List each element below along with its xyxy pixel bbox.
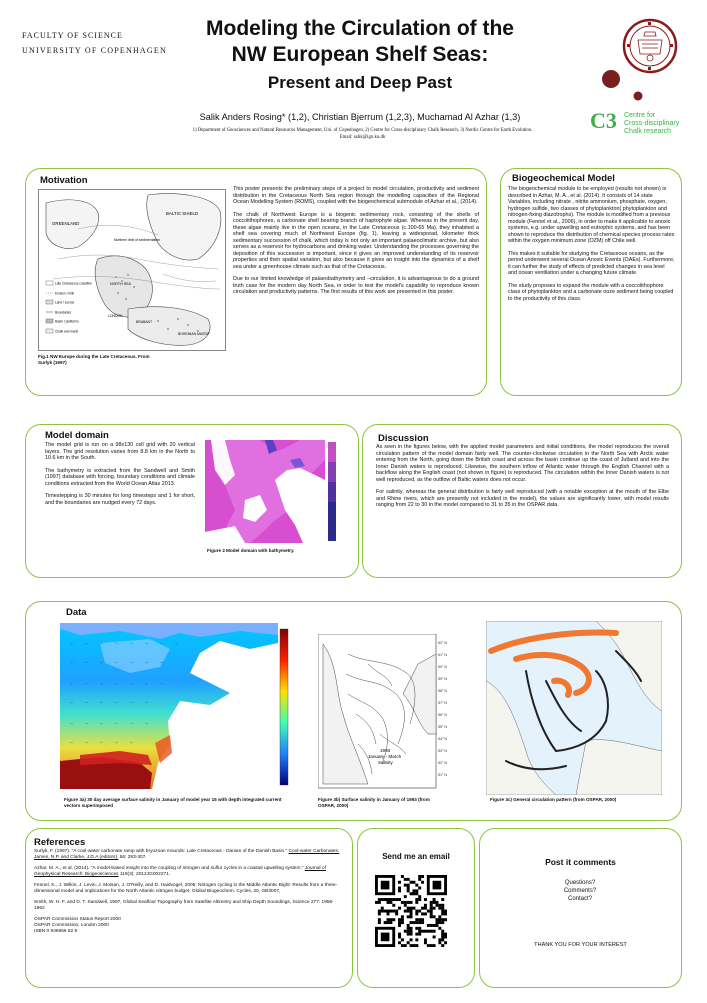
legend-erosion: Erosion / limit xyxy=(55,291,75,296)
reference-item: Azhar, M. A., et al. (2014). "A model-based insight into the coupling of nitrogen and sulfur cycles in a coastal upwelling system." Journal of Geophysical Research: Biogeosciences 119(3): 2012JG002271. xyxy=(34,866,326,877)
authors: Salik Anders Rosing* (1,2), Christian Bjerrum (1,2,3), Muchamad Al Azhar (1,3) xyxy=(199,112,521,122)
motivation-p3: Due to our limited knowledge of palaeobathymetry and –circulation, it is advantageous to do a ground truth case for the modern day North Sea, in order to test the model's capability to reproduce known circulation and productivity patterns. The first results of this work are presented in this poster. xyxy=(233,276,479,295)
title-line-1: Modeling the Circulation of the xyxy=(206,17,514,40)
biogeochemical-text xyxy=(508,186,675,308)
motivation-text xyxy=(233,186,479,302)
map-label-london: LONDON xyxy=(108,314,123,318)
data-title: Data xyxy=(66,607,87,618)
legend-chalk: Chalk and marls xyxy=(55,329,79,334)
fig3b-variable: Salinity xyxy=(378,760,393,765)
university-label: UNIVERSITY OF COPENHAGEN xyxy=(22,46,167,55)
faculty-label: FACULTY OF SCIENCE xyxy=(22,31,123,40)
poster-title xyxy=(160,16,560,96)
reference-item: Smith, W. H. F. and D. T. Sandwell, 1997, Global Seafloor Topography from Satellite Altimetry and Ship Depth Soundings, Science 277: 1956-1962 xyxy=(34,900,334,911)
map-label-baltic: BALTIC SHIELD xyxy=(166,211,199,216)
ospar-reference xyxy=(34,917,344,935)
fig3b-caption: Figure 3b) Surface salinity in January of 1993 (from OSPAR, 2000) xyxy=(318,797,430,808)
references-title: References xyxy=(34,837,86,848)
fig3c-caption: Figure 3c) General circulation pattern (from OSPAR, 2000) xyxy=(490,797,617,802)
affiliations: 1) Department of Geosciences and Natural Resources Management, Uni. of Copenhagen, 2) Centre for Cross-disciplinary Chalk Research, 3) Nordic Centre for Earth Evolution. xyxy=(192,128,533,133)
legend-land: Land / source xyxy=(55,300,75,305)
c3-line-3: Chalk research xyxy=(624,128,672,135)
discussion-p2: For salinity, whereas the general distribution is fairly well reproduced (with a notable exception at the mouth of the Elbe and Rhine rivers, which are presently not included in the model), the values are significantly lower, with model results ranging from 22 to 30 in the model compared to 31 to 35 in the OSPAR data. xyxy=(376,489,669,508)
discussion-title: Discussion xyxy=(378,433,429,444)
comments-panel xyxy=(479,828,682,988)
fig3b-lat-54: 54° N xyxy=(438,737,448,741)
c3-line-1: Centre for xyxy=(624,112,656,119)
model-domain-bathymetry-map xyxy=(205,440,341,543)
map-label-bohemian: BOHEMIAN MASSIF xyxy=(178,332,210,336)
email-qr-code[interactable] xyxy=(375,875,447,947)
biogeochemical-title: Biogeochemical Model xyxy=(512,173,615,184)
model-domain-p1: The model grid is run on a 98x130 cell grid with 20 vertical layers. The grid resolution varies from 8.8 km in the North to 10.6 km in the South. xyxy=(45,442,195,461)
map-label-northern-limit: Northern limit of sedimentation xyxy=(114,238,160,242)
fig3b-lat-52: 52° N xyxy=(438,761,448,765)
ospar-line-3: ISBN 0 946956 52 9 xyxy=(34,929,78,934)
email-title: Send me an email xyxy=(382,852,450,861)
fig3b-lat-62: 62° N xyxy=(438,641,448,645)
contact-email: Email: salik@ign.ku.dk xyxy=(339,135,386,140)
fig2-caption: Figure 2 Model domain with bathymetry. xyxy=(207,548,295,553)
fig3b-lat-53: 53° N xyxy=(438,749,448,753)
legend-coastline: Late Cretaceous coastline xyxy=(55,281,92,286)
fig3b-lat-57: 57° N xyxy=(438,701,448,705)
fig1-caption: Fig.1 NW Europe during the Late Cretaceous. From Surlyk (1997) xyxy=(38,354,150,365)
map-label-north-sea: NORTH SEA xyxy=(110,282,131,286)
reference-link[interactable]: Journal of Geophysical Research: Biogeosciences xyxy=(34,866,326,877)
circulation-pattern-figure xyxy=(486,621,662,795)
fig3b-lat-58: 58° N xyxy=(438,689,448,693)
comments-questions xyxy=(540,879,620,903)
fig3b-lat-59: 59° N xyxy=(438,677,448,681)
title-line-2: NW European Shelf Seas: xyxy=(231,43,489,66)
ospar-line-2: OSPAR Commission, London 2000 xyxy=(34,923,109,928)
fig3b-lat-56: 56° N xyxy=(438,713,448,717)
fig3b-lat-51: 51° N xyxy=(438,773,448,777)
legend-boundaries: Boundaries xyxy=(55,310,72,315)
model-domain-p3: Timestepping is 30 minutes for long timesteps and 1 for short, and the boundaries are nudged every 72 days. xyxy=(45,493,195,506)
model-domain-text xyxy=(45,442,195,512)
ospar-salinity-figure xyxy=(318,634,454,794)
c3-logo-mark: C3 xyxy=(590,108,617,133)
model-domain-p2: The bathymetry is extracted from the Sandwell and Smith (1997) database with forcing, boundary conditions and climate conditions extracted from the World Ocean Atlas 2013. xyxy=(45,467,195,487)
biogeochemical-p3: The study proposes to expand the module with a coccolithophore class of phytoplankton and a carbonate ooze sediment being coupled to the productivity of this class. xyxy=(508,282,674,302)
model-domain-title: Model domain xyxy=(45,430,109,441)
legend-basin: Basin / platforms xyxy=(55,319,79,324)
fig3b-season: January - March xyxy=(368,754,402,759)
reference-item: Surlyk, F. (1997). "A cool-water carbonate ramp with bryozoan mounds: Late Cretaceous - Danian of the Danish Basin." Cool-water Carbonates. James, N.P. and Clarke, J.D.A (editors). 56: 293-307. xyxy=(34,849,340,860)
ospar-line-1: OSPAR Commission Status Report 2000 xyxy=(34,917,121,922)
discussion-text xyxy=(376,444,669,515)
biogeochemical-p1: The biogeochemical module to be employed (results not shown) is described in Azhar, M. A., et al. (2014). It consists of 14 state Variables, including nitrate , nitrite ammonium, phosphate, oxygen, hydrogen sulfide, two classes of phytoplankton( phytoplankton and nitrogen-fixing diazotrophs). The module is modified from a previous module (Fennel et al., 2006), in order to make it applicable to anoxic systems, e.g. under upwelling and eutrophic systems, and has been shown to reproduce the distribution of chemical species process rates within the oxygen minimum zone (OZM) off Chile well. xyxy=(508,186,675,244)
question-prompt: Questions? xyxy=(564,880,596,886)
motivation-p1: This poster presents the preliminary steps of a project to model circulation, productivity and sediment distribution in the Cretaceous North Sea region through the modelling capacities of the Regional Ocean Modelling System (ROMS), coupled with the biogeochemical submodule of Azhar et al., (2014). xyxy=(233,186,479,205)
comment-prompt: Comments? xyxy=(563,888,597,894)
fig3b-lat-61: 61° N xyxy=(438,653,448,657)
discussion-p1: As seen in the figures below, with the applied model parameters and initial conditions, the model reproduces the overall circulation pattern of the model domain fairly well. The counter-clockwise circulation in the North Sea with Arctic water entering from the North, going down the British coast and across the basin continue up the coast of Jutland and into the Inner Danish waters is reproduced. Likewise, the southern inflow of Atlantic water through the English Channel with a backflow along the English coast (not shown in figure) is reproduced. The circulation within the Inner Danish waters is not well reproduced, as the outflow of Baltic waters does not occur. xyxy=(376,444,669,483)
contact-prompt: Contact? xyxy=(567,896,592,902)
subtitle: Present and Deep Past xyxy=(267,73,453,92)
motivation-p2: The chalk of Northwest Europe is a biogenic sedimentary rock, consisting of the shells of coccolithophores, a carbonate shell bearing branch of haptophyte algae. Whereas in the present day, these algae mainly live in the open oceans, in the Late Cretaceous (c.100-65 Ma), they inhabited a shelf sea covering much of Northwest Europe (fig. 1), leaving a widespread, kilometer thick sedimentary succession of chalk, which today is not only an important palaeoclimatic archive, but also serves as a reservoir for hydrocarbons and drinking water. Understanding the processes governing the deposition of this succession is important, since it gives an improved understanding of its reservoir properties and their spatial variation, but also because it gives an insight into the dynamics of a shelf sea under a greenhouse climate such as that of the Cretaceous. xyxy=(233,211,479,270)
reference-item: Fennel, K., J. Wilkin, J. Levin, J. Moisan, J. O'Reilly, and D. Haidvogel, 2006: Nitrogen cycling in the Middle Atlantic Bight: Results from a three-dimensional model and implications for the North Atlantic nitrogen budget, Global Biogeochem. Cycles, 20, GB3007, xyxy=(34,883,338,894)
fig3b-lat-55: 55° N xyxy=(438,725,448,729)
fig3a-caption: Figure 3a) 30 day average surface salinity in January of model year 15 with depth integrated current vectors superimposed xyxy=(64,797,282,808)
map-label-greenland: GREENLAND xyxy=(52,221,80,226)
model-salinity-figure xyxy=(60,623,296,793)
fig3b-year: 1993 xyxy=(380,748,391,753)
biogeochemical-p2: This makes it suitable for studying the Cretaceous oceans, as the period underwent several Ocean Anoxic Events (OAEs). Furthermore, it can further the study of effects of predicted changes in sea level and ocean ventilation under a changing future climate. xyxy=(508,250,675,276)
motivation-title: Motivation xyxy=(40,175,88,186)
fig3b-lat-60: 60° N xyxy=(438,665,448,669)
reference-link[interactable]: Cool-water Carbonates. James, N.P. and Clarke, J.D.A (editors). xyxy=(34,849,340,860)
decorative-dots-icon xyxy=(600,66,650,106)
comments-title: Post it comments xyxy=(545,857,616,867)
late-cretaceous-map xyxy=(38,189,226,351)
map-label-brabant: BRABANT xyxy=(136,320,153,324)
c3-line-2: Cross-disciplinary xyxy=(624,120,680,127)
thank-you-note: THANK YOU FOR YOUR INTEREST xyxy=(534,942,627,948)
references-list xyxy=(34,849,344,935)
